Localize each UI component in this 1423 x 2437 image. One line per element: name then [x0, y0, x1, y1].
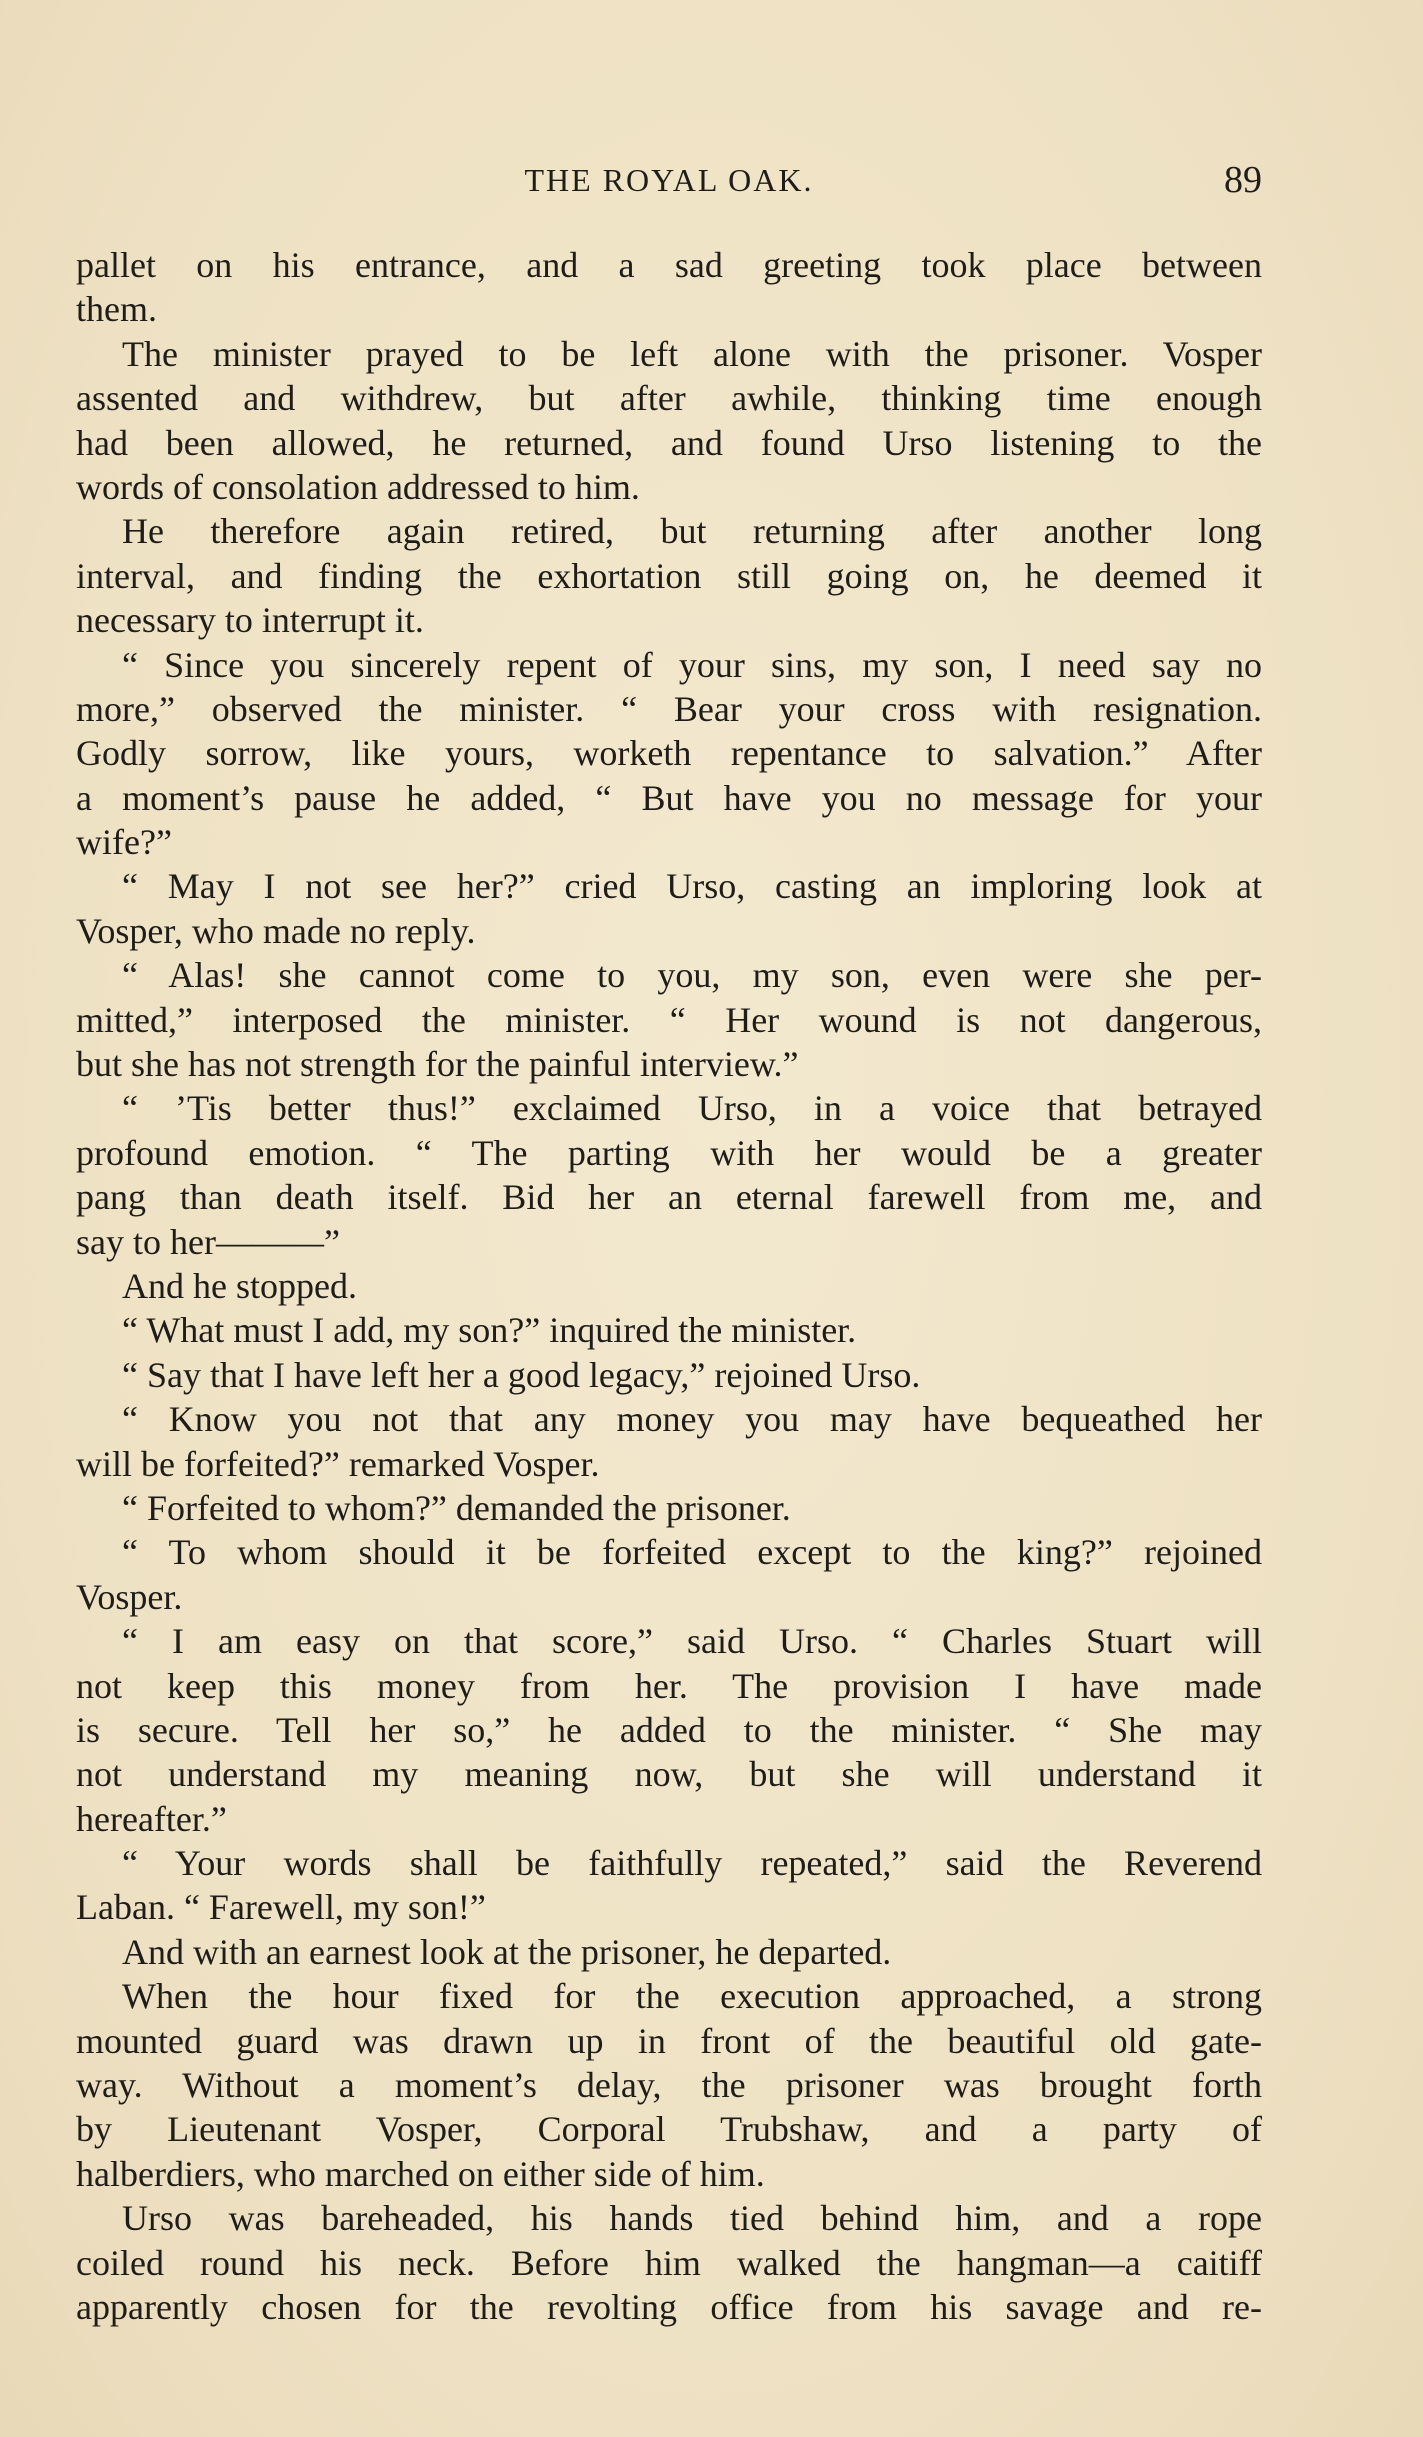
- text-line: “ Since you sincerely repent of your sins, my son, I need say no: [122, 644, 1262, 685]
- text-line: Vosper.: [76, 1576, 183, 1617]
- text-line: When the hour fixed for the execution approached, a strong: [122, 1976, 1262, 2017]
- text-line: And with an earnest look at the prisoner, he departed.: [122, 1931, 892, 1972]
- text-line: them.: [76, 289, 157, 330]
- text-line: “ Alas! she cannot come to you, my son, even were she per-: [122, 955, 1262, 996]
- text-line: “ To whom should it be forfeited except to the king?” rejoined: [122, 1532, 1262, 1573]
- text-line: halberdiers, who marched on either side of him.: [76, 2153, 765, 2194]
- text-line: apparently chosen for the revolting office from his savage and re-: [76, 2286, 1262, 2327]
- text-line: He therefore again retired, but returning after another long: [122, 511, 1262, 552]
- text-line: but she has not strength for the painful interview.”: [76, 1044, 799, 1085]
- text-line: profound emotion. “ The parting with her would be a greater: [76, 1132, 1262, 1173]
- text-line: coiled round his neck. Before him walked the hangman—a caitiff: [76, 2242, 1262, 2283]
- text-line: Urso was bareheaded, his hands tied behind him, and a rope: [122, 2198, 1262, 2239]
- text-line: “ What must I add, my son?” inquired the minister.: [122, 1310, 857, 1351]
- text-line: more,” observed the minister. “ Bear your cross with resignation.: [76, 688, 1262, 729]
- text-line: The minister prayed to be left alone with the prisoner. Vosper: [122, 333, 1262, 374]
- text-line: is secure. Tell her so,” he added to the minister. “ She may: [76, 1709, 1262, 1750]
- text-line: not understand my meaning now, but she will understand it: [76, 1754, 1262, 1795]
- text-line: Godly sorrow, like yours, worketh repentance to salvation.” After: [76, 733, 1262, 774]
- text-line: hereafter.”: [76, 1798, 227, 1839]
- text-line: by Lieutenant Vosper, Corporal Trubshaw, and a party of: [76, 2109, 1262, 2150]
- text-line: had been allowed, he returned, and found Urso listening to the: [76, 422, 1262, 463]
- text-line: wife?”: [76, 822, 172, 863]
- text-line: And he stopped.: [122, 1265, 357, 1306]
- text-line: not keep this money from her. The provision I have made: [76, 1665, 1262, 1706]
- text-line: a moment’s pause he added, “ But have you no message for your: [76, 777, 1262, 818]
- text-line: will be forfeited?” remarked Vosper.: [76, 1443, 600, 1484]
- text-line: “ Say that I have left her a good legacy,” rejoined Urso.: [122, 1354, 921, 1395]
- text-line: “ Know you not that any money you may have bequeathed her: [122, 1399, 1262, 1440]
- text-line: Vosper, who made no reply.: [76, 910, 476, 951]
- text-line: words of consolation addressed to him.: [76, 466, 640, 507]
- text-line: mounted guard was drawn up in front of the beautiful old gate-: [76, 2020, 1262, 2061]
- text-line: “ I am easy on that score,” said Urso. “ Charles Stuart will: [122, 1621, 1262, 1662]
- text-line: way. Without a moment’s delay, the prisoner was brought forth: [76, 2065, 1262, 2106]
- text-line: interval, and finding the exhortation still going on, he deemed it: [76, 555, 1262, 596]
- page-header: [76, 158, 1262, 208]
- body-text: [76, 243, 1262, 2329]
- text-line: mitted,” interposed the minister. “ Her wound is not dangerous,: [76, 999, 1262, 1040]
- text-line: “ Forfeited to whom?” demanded the prisoner.: [122, 1487, 791, 1528]
- text-line: necessary to interrupt it.: [76, 600, 424, 641]
- text-line: pang than death itself. Bid her an eternal farewell from me, and: [76, 1177, 1262, 1218]
- page-number: 89: [1224, 159, 1262, 201]
- text-line: “ ’Tis better thus!” exclaimed Urso, in a voice that betrayed: [122, 1088, 1262, 1129]
- text-line: “ Your words shall be faithfully repeated,” said the Reverend: [122, 1843, 1262, 1884]
- text-line: Laban. “ Farewell, my son!”: [76, 1887, 486, 1928]
- text-line: pallet on his entrance, and a sad greeting took place between: [76, 245, 1262, 285]
- running-title: THE ROYAL OAK.: [524, 162, 814, 198]
- text-line: say to her———”: [76, 1221, 340, 1262]
- text-line: assented and withdrew, but after awhile, thinking time enough: [76, 378, 1262, 419]
- text-line: “ May I not see her?” cried Urso, casting an imploring look at: [122, 866, 1262, 907]
